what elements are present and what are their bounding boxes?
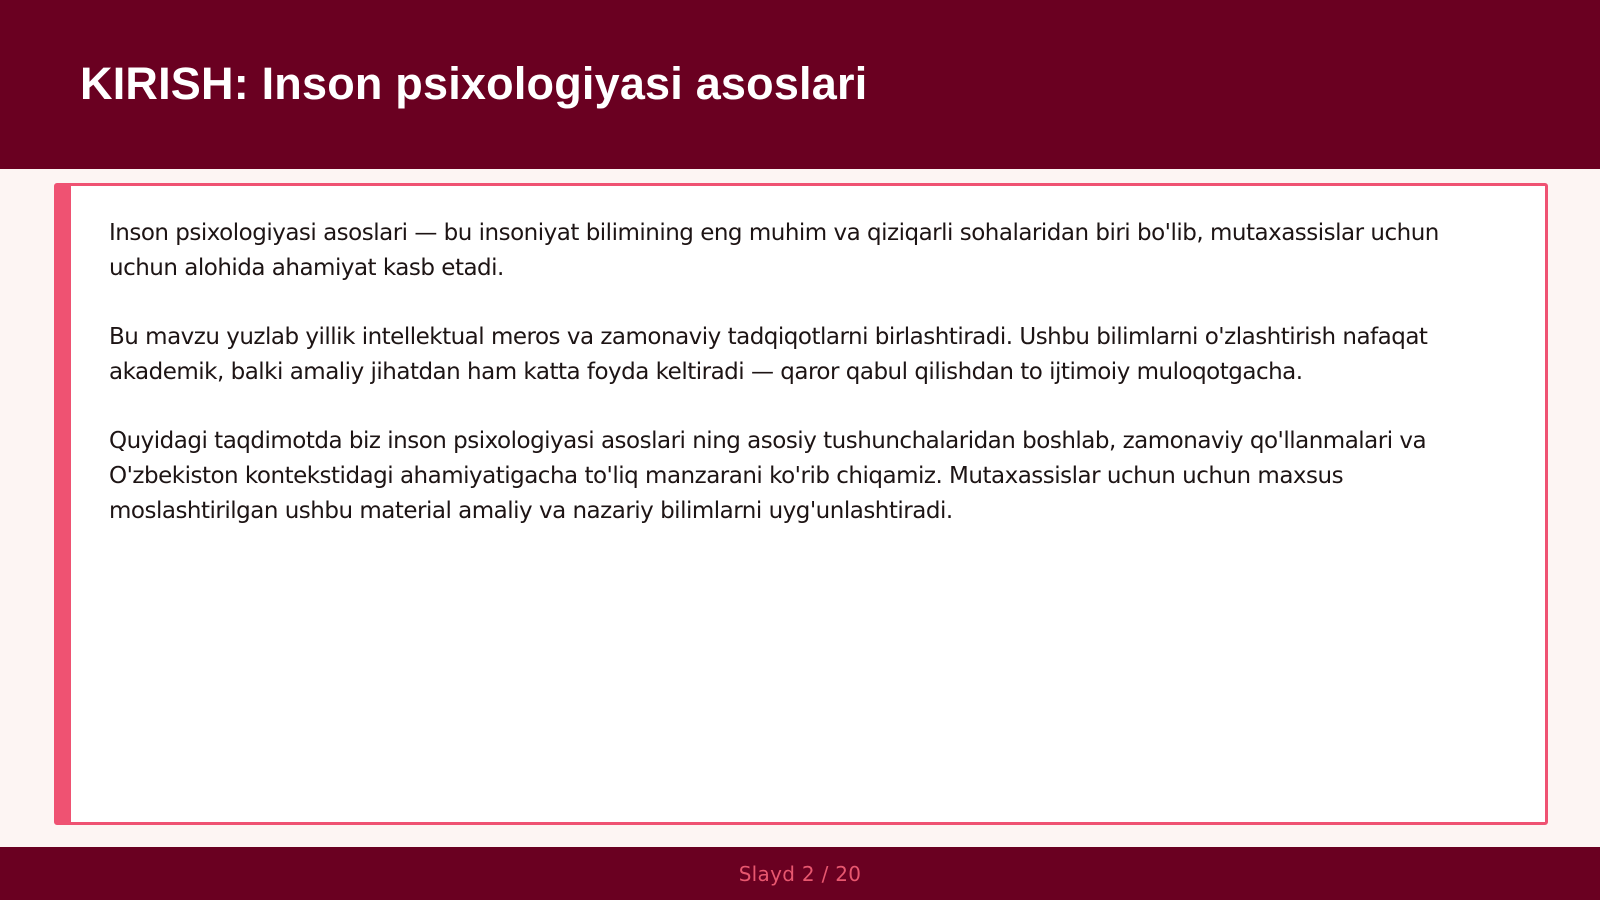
content-card (54, 183, 1548, 825)
overview-paragraph: Quyidagi taqdimotda biz inson psixologiyasi asoslari ning asosiy tushunchalaridan boshlab, zamonaviy qo'llanmalari va O'zbekiston kontekstidagi ahamiyatigacha to'liq manzarani ko'rib chiqamiz. Mutaxassislar uchun uchun maxsus moslashtirilgan ushbu material amaliy va nazariy bilimlarni uyg'unlashtiradi. (109, 428, 1427, 524)
intro-paragraph: Inson psixologiyasi asoslari — bu insoniyat bilimining eng muhim va qiziqarli sohalaridan biri bo'lib, mutaxassislar uchun uchun alohida ahamiyat kasb etadi. (109, 220, 1439, 281)
slide-header (0, 0, 1600, 169)
slide-number: Slayd 2 / 20 (738, 861, 862, 886)
slide-title: KIRISH: Inson psixologiyasi asoslari (80, 57, 868, 109)
topic-paragraph: Bu mavzu yuzlab yillik intellektual meros va zamonaviy tadqiqotlarni birlashtiradi. Ushbu bilimlarni o'zlashtirish nafaqat akademik, balki amaliy jihatdan ham katta foyda keltiradi — qaror qabul qilishdan to ijtimoiy muloqotgacha. (109, 324, 1428, 385)
slide-footer (0, 847, 1600, 900)
